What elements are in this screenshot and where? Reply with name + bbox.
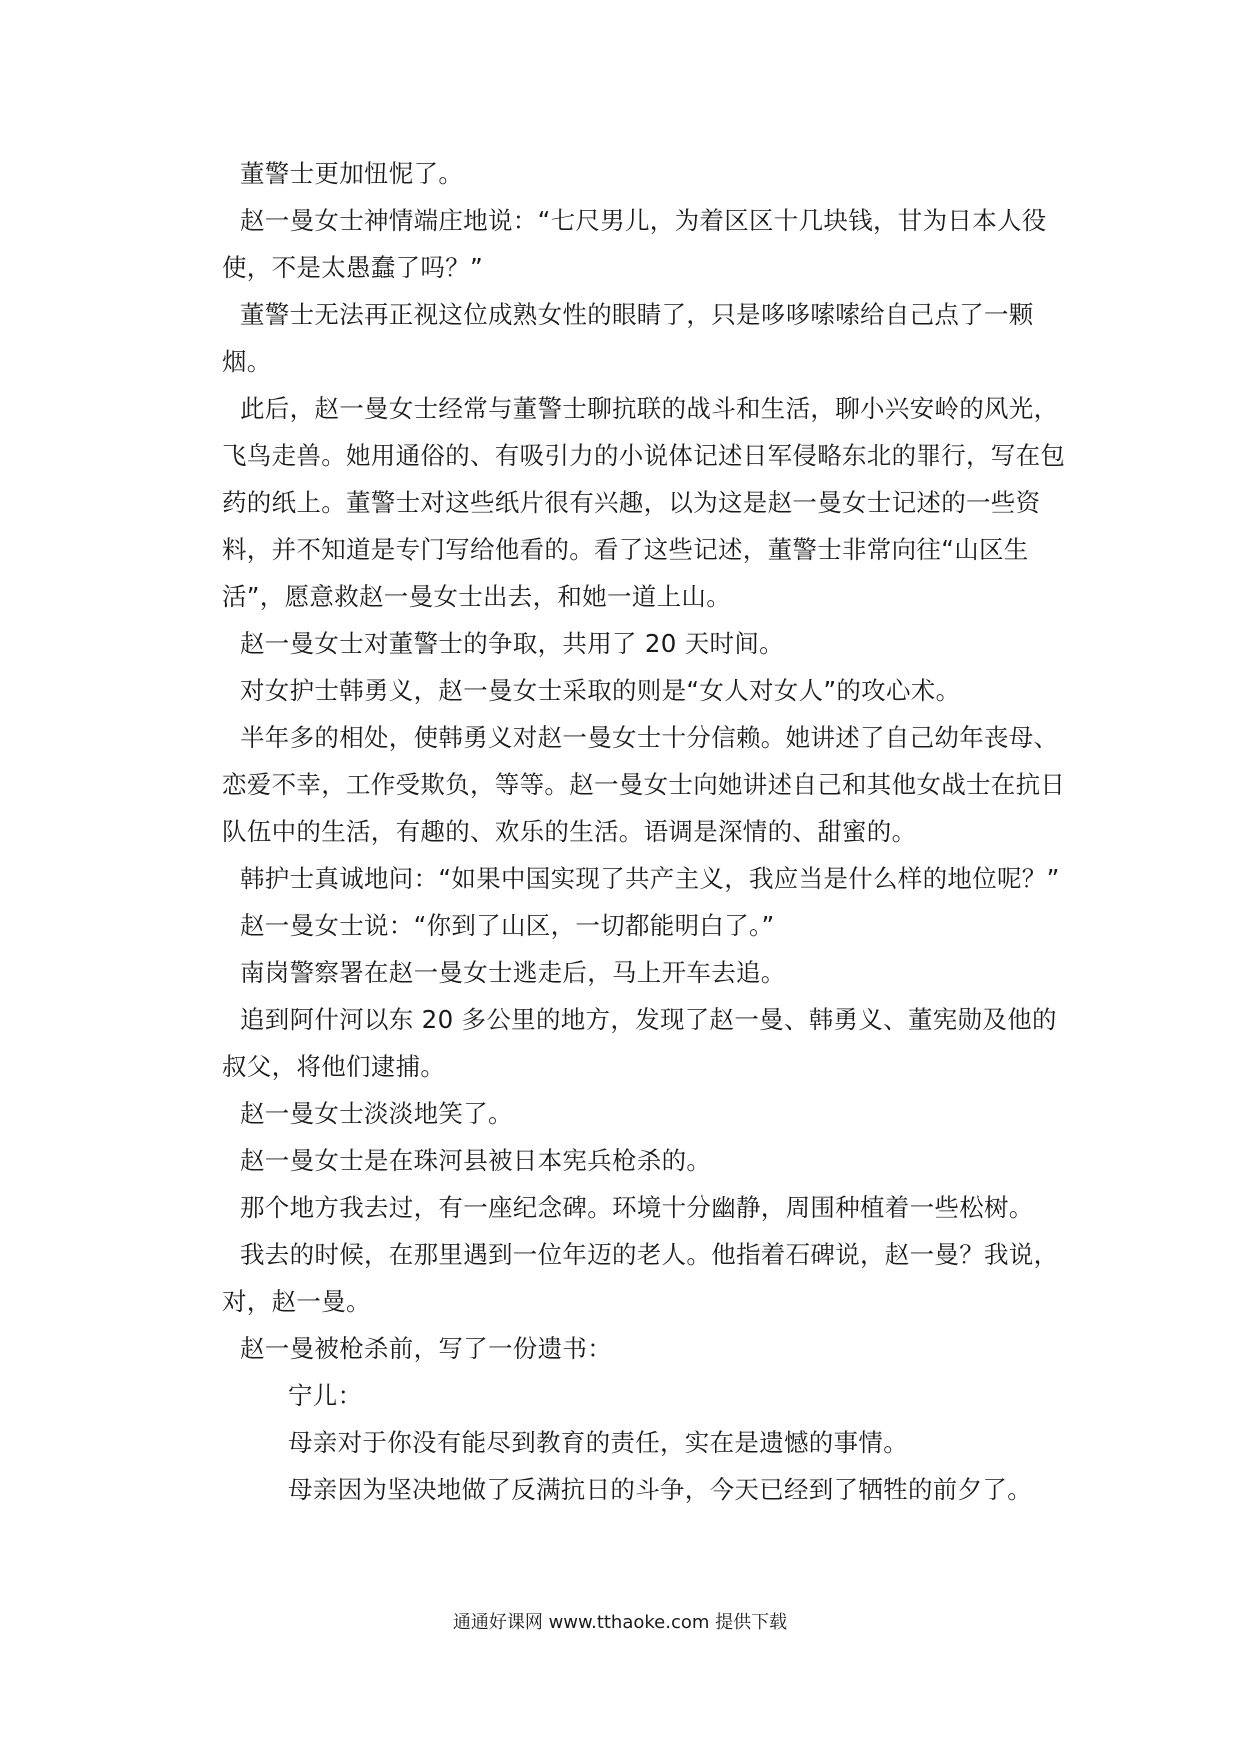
page-footer: 通通好课网 www.tthaoke.com 提供下载 (452, 1612, 788, 1633)
paragraph: 南岗警察署在赵一曼女士逃走后，马上开车去追。 (240, 958, 786, 987)
paragraph: 此后，赵一曼女士经常与董警士聊抗联的战斗和生活，聊小兴安岭的风光，飞鸟走兽。她用通俗的、有吸引力的小说体记述日军侵略东北的罪行，写在包药的纸上。董警士对这些纸片很有兴趣，以为这是赵一曼女士记述的一些资料，并不知道是专门写给他看的。看了这些记述，董警士非常向往“山区生活”，愿意救赵一曼女士出去，和她一道上山。 (222, 394, 1066, 611)
paragraph: 我去的时候，在那里遇到一位年迈的老人。他指着石碑说，赵一曼？我说，对，赵一曼。 (222, 1240, 1059, 1316)
paragraph: 董警士无法再正视这位成熟女性的眼睛了，只是哆哆嗦嗦给自己点了一颗烟。 (222, 300, 1034, 376)
will-letter (222, 1372, 1066, 1513)
article-body (222, 150, 1066, 1513)
letter-salutation: 宁儿： (288, 1381, 363, 1410)
paragraph: 赵一曼被枪杀前，写了一份遗书： (240, 1334, 612, 1363)
letter-line: 母亲因为坚决地做了反满抗日的斗争，今天已经到了牺牲的前夕了。 (288, 1475, 1032, 1504)
paragraph: 追到阿什河以东 20 多公里的地方，发现了赵一曼、韩勇义、董宪勋及他的叔父，将他们逮捕。 (222, 1005, 1057, 1081)
paragraph: 赵一曼女士淡淡地笑了。 (240, 1099, 513, 1128)
paragraph: 赵一曼女士说：“你到了山区，一切都能明白了。” (240, 911, 775, 940)
paragraph: 那个地方我去过，有一座纪念碑。环境十分幽静，周围种植着一些松树。 (240, 1193, 1034, 1222)
letter-line: 母亲对于你没有能尽到教育的责任，实在是遗憾的事情。 (288, 1428, 908, 1457)
paragraph: 赵一曼女士是在珠河县被日本宪兵枪杀的。 (240, 1146, 712, 1175)
paragraph: 半年多的相处，使韩勇义对赵一曼女士十分信赖。她讲述了自己幼年丧母、恋爱不幸，工作受欺负，等等。赵一曼女士向她讲述自己和其他女战士在抗日队伍中的生活，有趣的、欢乐的生活。语调是深情的、甜蜜的。 (222, 723, 1066, 846)
paragraph: 韩护士真诚地问：“如果中国实现了共产主义，我应当是什么样的地位呢？” (240, 864, 1060, 893)
paragraph: 赵一曼女士神情端庄地说：“七尺男儿，为着区区十几块钱，甘为日本人役使，不是太愚蠢了吗？” (222, 206, 1047, 282)
paragraph: 董警士更加忸怩了。 (240, 159, 464, 188)
paragraph: 对女护士韩勇义，赵一曼女士采取的则是“女人对女人”的攻心术。 (240, 676, 961, 705)
paragraph: 赵一曼女士对董警士的争取，共用了 20 天时间。 (240, 629, 784, 658)
